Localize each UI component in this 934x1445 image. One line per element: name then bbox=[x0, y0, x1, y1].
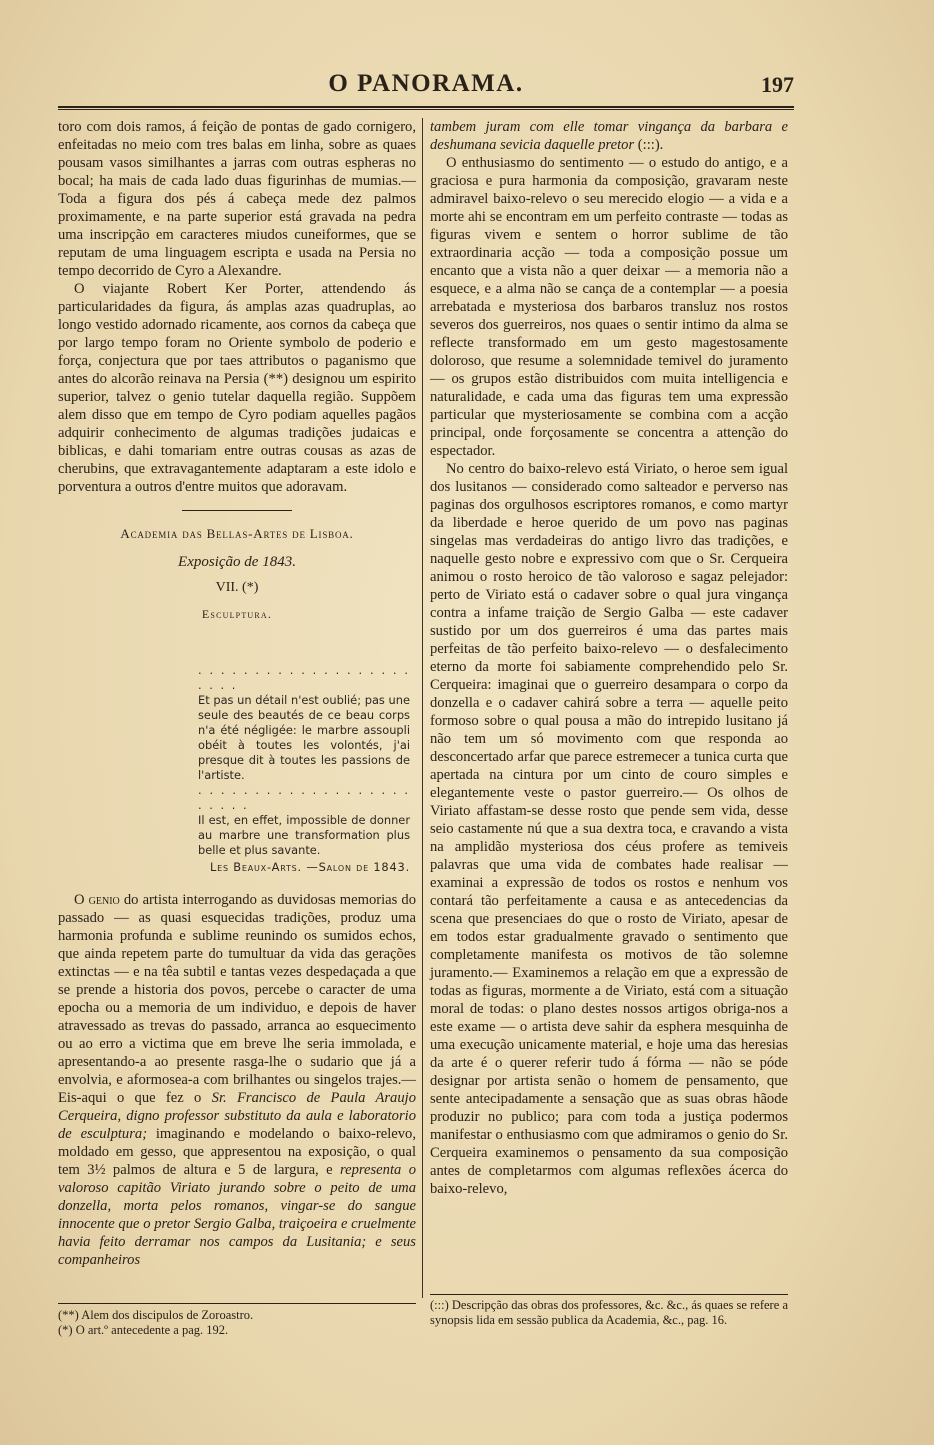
ellipsis-dots: . . . . . . . . . . . . . . . . . . . . . . . bbox=[198, 663, 410, 692]
right-column bbox=[430, 118, 788, 1198]
section-title: Esculptura. bbox=[201, 607, 273, 621]
footnotes-right bbox=[430, 1298, 788, 1328]
section-number: VII. (*) bbox=[215, 580, 259, 595]
header-rule bbox=[58, 106, 794, 110]
epigraph-attribution: Les Beaux-Arts. —Salon de 1843. bbox=[209, 860, 410, 874]
epigraph-text-1: Et pas un détail n'est oublié; pas une seule des beautés de ce beau corps n'a été négligée: le marbre assoupli obéit à toutes les volontés, j'ai presque dit à toutes les passions de l'artiste. bbox=[198, 693, 410, 782]
paragraph-text: imaginando e modelando o baixo-relevo, moldado em gesso, que appresentou na exposição, o qual tem 3½ palmos de altura e 5 de largura, e bbox=[58, 1126, 416, 1178]
artist-name: Sr. Francisco de Paula Araujo Cerqueira, digno professor substituto da aula e laboratorio de esculptura; bbox=[58, 1090, 417, 1142]
academia-heading: Academia das Bellas-Artes de Lisboa. bbox=[120, 526, 354, 541]
right-paragraph-2: O enthusiasmo do sentimento — o estudo do antigo, e a graciosa e pura harmonia da composição, gravaram neste admiravel baixo-relevo o seu merecido elogio — a vida e a morte ahi se encontram em um perfeito contraste — todas as figuras vivem e sentem o horror sublime de tão extraordinaria acção — toda a composição possue um encanto que a vista não a quer deixar — a memoria não a esquece, e a alma não se cança de a contemplar — a poesia arrebatada e mysteriosa dos barbaros transluz nos rostos severos dos guerreiros, nos quaes o sentir intimo da alma se reflecte transformado em um gesto magestosamente doloroso, que resume a solemnidade temivel do juramento — os grupos estão distribuidos com muita intelligencia e naturalidade, e cada uma das figuras tem uma expressão particular que mysteriosamente se combina com a acção principal, onde forçosamente se concentra a attenção do espectador. bbox=[430, 155, 788, 459]
footnote: (:::) Descripção das obras dos professores, &c. &c., ás quaes se refere a synopsis lida em sessão publica da Academia, &c., pag. 16. bbox=[430, 1298, 788, 1327]
left-paragraph-1: toro com dois ramos, á feição de pontas de gado cornigero, enfeitadas no meio com tres balas em linha, sobre as quaes pousam vasos similhantes a jarras com outras espheras no bocal; ha mais de cada lado duas figurinhas de mumias.—Toda a figura dos pés á cabeça mede dez palmos proximamente, e na parte superior está gravada na pedra uma inscripção em caracteres miudos cuneiformes, que se reputam de uma linguagem escripta e usada na Persia no tempo decorrido de Cyro a Alexandre. bbox=[58, 119, 416, 279]
section-divider bbox=[182, 510, 292, 511]
opening-words: O genio bbox=[74, 892, 120, 908]
right-paragraph-1 bbox=[430, 118, 788, 154]
ellipsis-dots: . . . . . . . . . . . . . . . . . . . . . . . . bbox=[198, 783, 410, 812]
footnote-rule-left bbox=[58, 1303, 416, 1304]
footnote: (*) O art.º antecedente a pag. 192. bbox=[58, 1323, 229, 1337]
left-paragraph-2: O viajante Robert Ker Porter, attendendo ás particularidades da figura, ás amplas azas quadruplas, ao longo vestido adornado ricamente, aos cornos da cabeça que por largo tempo foram no Oriente symbolo de poderio e força, conjectura que por taes attributos o paganismo que antes do alcorão reinava na Persia (**) designou um espirito superior, talvez o genio tutelar daquella região. Suppõem alem disso que em tempo de Cyro podiam aquelles pagãos adquirir conhecimento de algumas tradições judaicas e biblicas, e dahi tomariam entre outras cousas as azas de cherubins, que extravagantemente adaptaram a este idolo e porventura a outros d'entre muitos que adoravam. bbox=[58, 281, 416, 495]
masthead-title: O PANORAMA. bbox=[328, 70, 524, 97]
exposicao-heading: Exposição de 1843. bbox=[178, 554, 296, 570]
artwork-description-cont: tambem juram com elle tomar vingança da barbara e deshumana sevicia daquelle pretor bbox=[430, 119, 788, 153]
footnotes-left bbox=[58, 1308, 416, 1338]
column-divider bbox=[422, 118, 423, 1298]
footnote-mark: (:::). bbox=[634, 137, 664, 153]
left-paragraph-3 bbox=[58, 891, 416, 1269]
page-number: 197 bbox=[761, 72, 794, 97]
paragraph-text: do artista interrogando as duvidosas memorias do passado — as quasi esquecidas tradições, produz uma harmonia profunda e sublime reunindo os sumidos echos, que ainda repetem parte do tumultuar da vida das gerações extinctas — e na têa subtil e tantas vezes despedaçada a que se prende a historia dos povos, percebe o caracter de uma epocha ou a memoria de um individuo, e depois de haver atravessado as trevas do passado, arranca ao esquecimento ou ao erro a victima que em breve lhe seria immolada, e apresentando-a ao presente rasga-lhe o sudario que já a envolvia, e aformosea-a com brilhantes ou singelos trajes.— Eis-aqui o que fez o bbox=[58, 892, 417, 1106]
footnote-rule-right bbox=[430, 1294, 788, 1295]
artwork-description: representa o valoroso capitão Viriato jurando sobre o peito de uma donzella, morta pelos romanos, vingar-se do sangue innocente que o pretor Sergio Galba, traiçoeira e cruelmente havia feito derramar nos campos da Lusitania; e seus companheiros bbox=[58, 1162, 416, 1268]
left-column bbox=[58, 118, 416, 1269]
epigraph bbox=[198, 663, 410, 875]
footnote: (**) Alem dos discipulos de Zoroastro. bbox=[58, 1308, 254, 1322]
page-header bbox=[58, 70, 794, 104]
epigraph-text-2: Il est, en effet, impossible de donner au marbre une transformation plus belle et plus savante. bbox=[198, 813, 410, 857]
right-paragraph-3: No centro do baixo-relevo está Viriato, o heroe sem igual dos lusitanos — considerado como salteador e perverso nas paginas dos orgulhosos escriptores romanos, e como martyr da liberdade e heroe querido de um povo nas paginas singelas mas verdadeiras do antigo livro das tradições, e naquelle gesto nobre e expressivo com que o Sr. Cerqueira animou o rosto heroico de tão valoroso e sagaz pelejador: perto de Viriato está o cadaver sobre o qual jura vingança contra a infame traição de Sergio Galba — este cadaver sustido por um dos guerreiros é uma das partes mais perfeitas de tão perfeito baixo-relevo — o desfalecimento eterno da morte foi sabiamente comprehendido pelo Sr. Cerqueira: imaginai que o guerreiro desampara o corpo da donzella e o cadaver cahirá sobre a terra — aquelle peito formoso sobre o qual pousa a mão do intrepido lusitano já não tem um só movimento com que responda ao desconcertado arfar que parece estremecer a tunica curta que apertada na cintura por um cinto de couro simples e elegantemente veste o pastor guerreiro.— Os olhos de Viriato affastam-se desse rosto que pende sem vida, desse seio castamente nú que a sua dextra toca, e cravando a vista na amplidão mysteriosa dos céus profere as temiveis palavras que uma vida de combates hade realisar — examinai a expressão de todos os rostos e nenhum vos contará tão perfeitamente a causa e as antecedencias da scena que presenciaes do que o rosto de Viriato, apesar de em todos estar gradualmente gravado o sentimento que completamente manifesta os motivos de tão solemne juramento.— Examinemos a relação em que a expressão de todas as figuras, mormente a de Viriato, está com a situação moral de todas: o plano destes nossos artigos obriga-nos a este exame — o artista deve sahir da esphera mesquinha de uma execução unicamente material, e hoje uma das heresias da arte é o querer referir tudo á fórma — não se póde designar por artista senão o homem de pensamento, que sente antecipadamente a sensação que as suas obras hãode produzir no publico; para com toda a justiça podermos manifestar o enthusiasmo com que admiramos o genio do Sr. Cerqueira examinemos o pensamento da sua composição antes de completarmos com algumas reflexões ácerca do baixo-relevo, bbox=[430, 461, 788, 1197]
